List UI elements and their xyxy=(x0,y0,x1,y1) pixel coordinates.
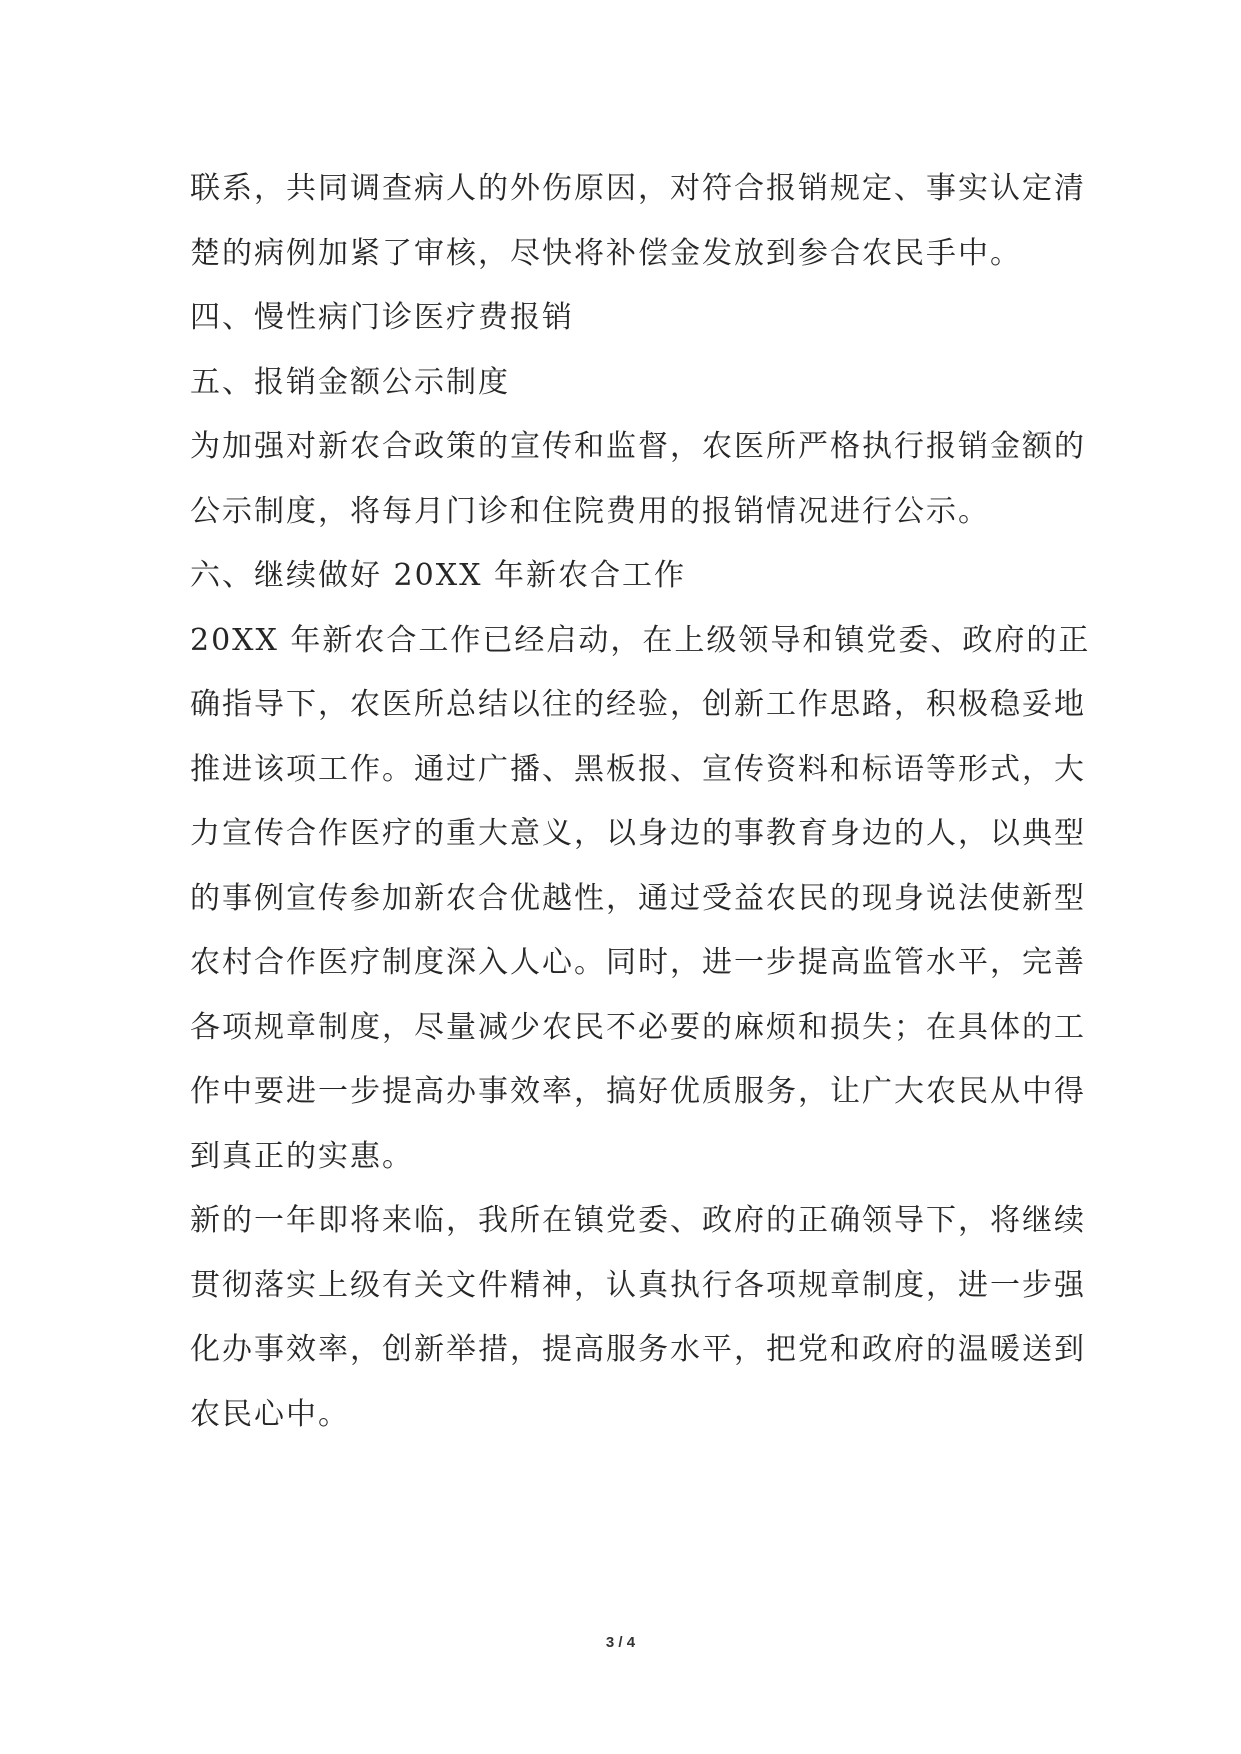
text-line: 农村合作医疗制度深入人心。同时，进一步提高监管水平，完善 xyxy=(190,945,1086,980)
text-line: 20XX 年新农合工作已经启动，在上级领导和镇党委、政府的正 xyxy=(190,622,1091,658)
text-line: 推进该项工作。通过广播、黑板报、宣传资料和标语等形式，大 xyxy=(190,751,1086,787)
text-line: 的事例宣传参加新农合优越性，通过受益农民的现身说法使新型 xyxy=(190,880,1086,916)
text-line: 楚的病例加紧了审核，尽快将补偿金发放到参合农民手中。 xyxy=(190,235,1022,271)
text-line: 贯彻落实上级有关文件精神，认真执行各项规章制度，进一步强 xyxy=(190,1267,1086,1303)
text-line: 新的一年即将来临，我所在镇党委、政府的正确领导下，将继续 xyxy=(190,1203,1086,1238)
document-body xyxy=(190,157,1091,1447)
text-line: 到真正的实惠。 xyxy=(190,1138,414,1174)
text-line: 农民心中。 xyxy=(190,1396,350,1432)
page-number: 3 / 4 xyxy=(605,1634,636,1651)
text-line: 公示制度，将每月门诊和住院费用的报销情况进行公示。 xyxy=(190,493,990,529)
text-line: 力宣传合作医疗的重大意义，以身边的事教育身边的人，以典型 xyxy=(190,816,1086,851)
text-line: 六、继续做好 20XX 年新农合工作 xyxy=(190,558,686,593)
text-line: 各项规章制度，尽量减少农民不必要的麻烦和损失；在具体的工 xyxy=(190,1009,1086,1045)
text-line: 为加强对新农合政策的宣传和监督，农医所严格执行报销金额的 xyxy=(190,429,1086,464)
text-line: 联系，共同调查病人的外伤原因，对符合报销规定、事实认定清 xyxy=(190,171,1086,206)
text-line: 四、慢性病门诊医疗费报销 xyxy=(190,300,574,335)
text-line: 化办事效率，创新举措，提高服务水平，把党和政府的温暖送到 xyxy=(190,1332,1086,1367)
text-line: 作中要进一步提高办事效率，搞好优质服务，让广大农民从中得 xyxy=(190,1074,1086,1109)
text-line: 五、报销金额公示制度 xyxy=(190,364,510,400)
text-line: 确指导下，农医所总结以往的经验，创新工作思路，积极稳妥地 xyxy=(190,687,1086,722)
